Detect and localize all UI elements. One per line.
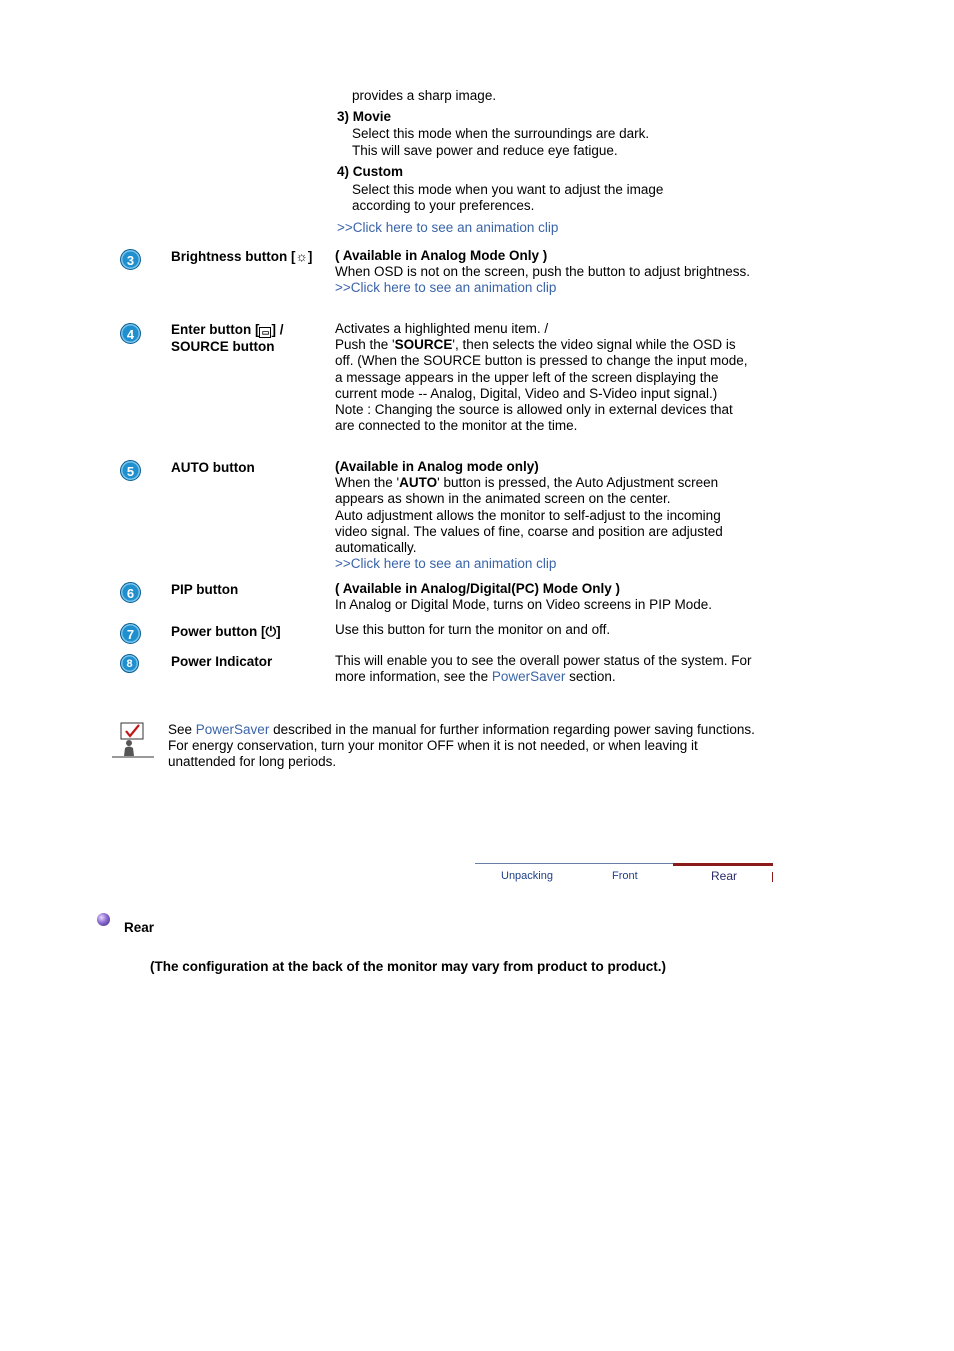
number-7-icon: 7 [120, 623, 141, 644]
animation-link-auto[interactable]: >>Click here to see an animation clip [335, 556, 557, 572]
brightness-button-label: Brightness button [☼] [171, 249, 313, 264]
intro-sharp-line: provides a sharp image. [352, 88, 497, 103]
section-title: Rear [124, 920, 155, 935]
enter-label-start: Enter button [ [171, 322, 260, 337]
movie-title: 3) Movie [337, 109, 392, 124]
brightness-text: When OSD is not on the screen, push the button to adjust brightness. [335, 264, 750, 280]
power-indicator-description [335, 653, 755, 685]
power-indicator-label: Power Indicator [171, 654, 273, 669]
custom-title: 4) Custom [337, 164, 404, 179]
tab-rear[interactable]: Rear [711, 869, 738, 883]
tab-front[interactable]: Front [612, 870, 638, 882]
auto-description [335, 459, 755, 572]
tab-end-marker [772, 872, 773, 882]
animation-link-brightness[interactable]: >>Click here to see an animation clip [335, 280, 557, 296]
section-subtitle: (The configuration at the back of the monitor may vary from product to product.) [150, 959, 667, 974]
power-button-label: Power button [⏻] [171, 624, 281, 639]
enter-text-2: Push the 'SOURCE', then selects the video signal while the OSD is off. (When the SOURCE button is pressed to change the input mode, a message appears in the upper left of the screen displaying the current mode -- Analog, Digital, Video and S-Video input signal.) [335, 337, 748, 401]
pip-heading: ( Available in Analog/Digital(PC) Mode Only ) [335, 581, 621, 596]
power-indicator-text: This will enable you to see the overall power status of the system. For more information, see the PowerSaver section. [335, 653, 752, 685]
number-3-icon: 3 [120, 249, 141, 270]
enter-label-end: ] / [271, 322, 284, 337]
tab-unpacking[interactable]: Unpacking [501, 870, 553, 882]
note-text: See PowerSaver described in the manual for further information regarding power saving functions. For energy conservation, turn your monitor OFF when it is not needed, or when leaving it unattended for long periods. [168, 722, 755, 770]
pip-description [335, 581, 755, 613]
number-6-icon: 6 [120, 582, 141, 603]
pip-text: In Analog or Digital Mode, turns on Video screens in PIP Mode. [335, 597, 712, 613]
number-8-icon: 8 [120, 654, 139, 673]
powersaver-link-note[interactable]: PowerSaver [195, 722, 270, 737]
auto-heading: (Available in Analog mode only) [335, 459, 539, 474]
number-5-icon: 5 [120, 460, 141, 481]
bullet-icon [97, 913, 110, 926]
enter-source-description [335, 321, 755, 434]
auto-button-label: AUTO button [171, 460, 255, 475]
brightness-description [335, 248, 755, 297]
powersaver-link-indicator[interactable]: PowerSaver [491, 669, 566, 685]
enter-icon: ▭ [259, 327, 271, 338]
auto-text-2: Auto adjustment allows the monitor to self-adjust to the incoming video signal. The values of fine, coarse and position are adjusted automatically. [335, 507, 723, 556]
animation-link-intro[interactable]: >>Click here to see an animation clip [337, 220, 559, 235]
enter-source-button-label [171, 321, 283, 355]
tabs-divider [475, 863, 673, 864]
brightness-heading: ( Available in Analog Mode Only ) [335, 248, 548, 263]
pip-button-label: PIP button [171, 582, 239, 597]
source-label: SOURCE button [171, 339, 275, 354]
power-button-description [335, 622, 755, 638]
note-icon [112, 721, 154, 759]
movie-line-2: This will save power and reduce eye fatigue. [352, 143, 618, 158]
power-button-text: Use this button for turn the monitor on and off. [335, 622, 611, 637]
movie-line-1: Select this mode when the surroundings are dark. [352, 126, 650, 141]
custom-line-2: according to your preferences. [352, 198, 535, 213]
custom-line-1: Select this mode when you want to adjust the image [352, 182, 664, 197]
tab-active-indicator [673, 863, 773, 866]
enter-text-1: Activates a highlighted menu item. / [335, 321, 549, 336]
enter-note: Note : Changing the source is allowed only in external devices that are connected to the monitor at the time. [335, 402, 733, 434]
auto-text-1: When the 'AUTO' button is pressed, the Auto Adjustment screen appears as shown in the animated screen on the center. [335, 475, 719, 507]
number-4-icon: 4 [120, 323, 141, 344]
